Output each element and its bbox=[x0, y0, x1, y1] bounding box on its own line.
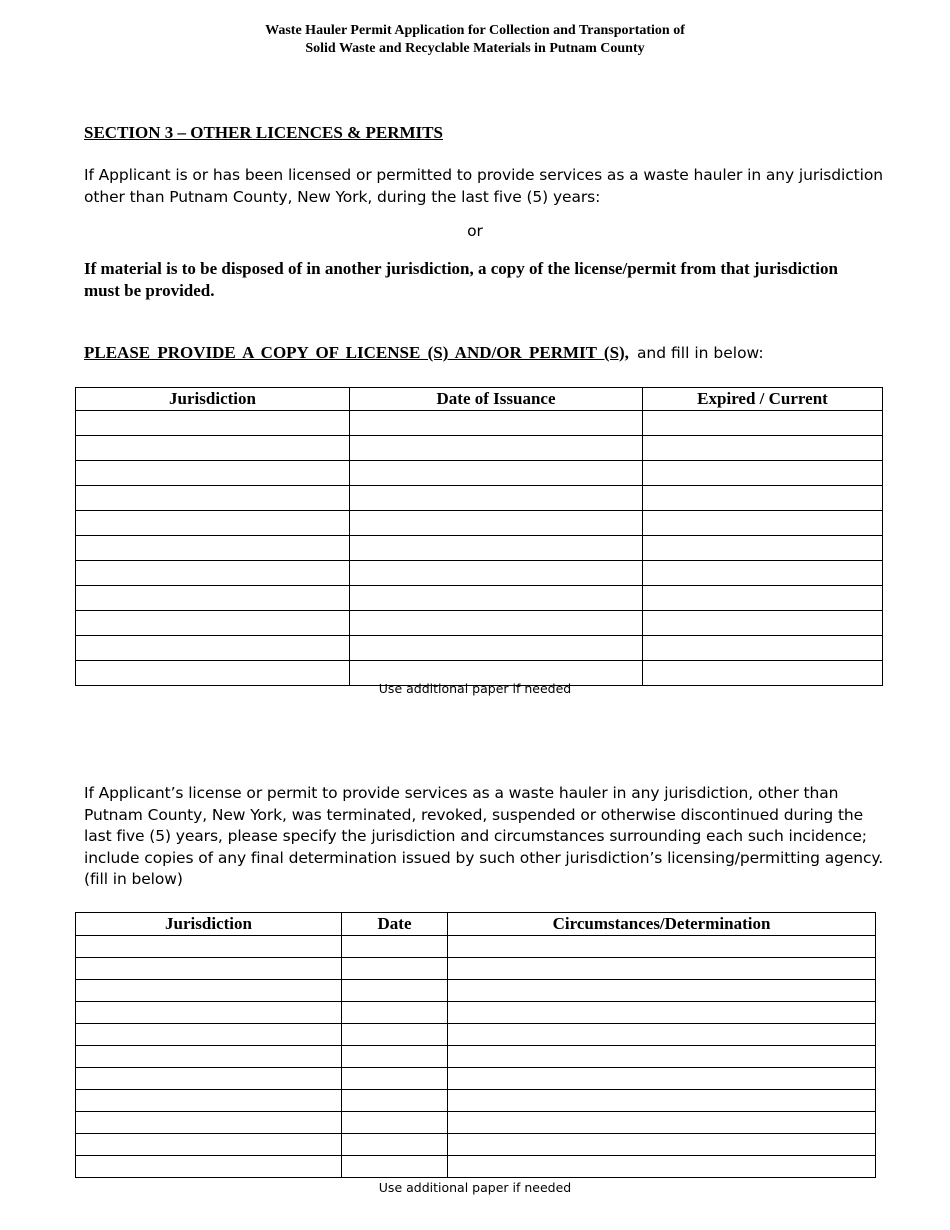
licenses-table-body bbox=[76, 411, 883, 686]
fill-in-cell[interactable] bbox=[76, 411, 350, 436]
additional-paper-note: Use additional paper if needed bbox=[378, 1180, 572, 1195]
fill-in-cell[interactable] bbox=[342, 1046, 448, 1068]
fill-in-cell[interactable] bbox=[448, 1024, 876, 1046]
table-row bbox=[76, 1046, 876, 1068]
fill-in-cell[interactable] bbox=[643, 536, 883, 561]
provide-instruction-strong: PLEASE PROVIDE A COPY OF LICENSE (S) AND/OR PERMIT (S), bbox=[84, 343, 629, 362]
table-row bbox=[76, 436, 883, 461]
table-row bbox=[76, 1068, 876, 1090]
fill-in-cell[interactable] bbox=[643, 436, 883, 461]
fill-in-cell[interactable] bbox=[448, 1068, 876, 1090]
fill-in-cell[interactable] bbox=[448, 1046, 876, 1068]
header-line-1: Waste Hauler Permit Application for Collection and Transportation of bbox=[265, 23, 685, 38]
fill-in-cell[interactable] bbox=[643, 411, 883, 436]
fill-in-cell[interactable] bbox=[643, 586, 883, 611]
termination-paragraph: If Applicant’s license or permit to provide services as a waste hauler in any jurisdiction, other than Putnam County, New York, was terminated, revoked, suspended or otherwise discontinued during the last five (5) years, please specify the jurisdiction and circumstances surrounding each such incidence; include copies of any final determination issued by such other jurisdiction’s licensing/permitting agency. (fill in below) bbox=[84, 784, 884, 888]
fill-in-cell[interactable] bbox=[76, 958, 342, 980]
fill-in-cell[interactable] bbox=[350, 586, 643, 611]
header-line-2: Solid Waste and Recyclable Materials in Putnam County bbox=[305, 41, 645, 56]
column-header-date: Date bbox=[342, 913, 448, 936]
fill-in-cell[interactable] bbox=[76, 1112, 342, 1134]
additional-paper-note: Use additional paper if needed bbox=[378, 681, 572, 696]
terminations-table-header-row bbox=[76, 913, 876, 936]
fill-in-cell[interactable] bbox=[342, 1112, 448, 1134]
table-row bbox=[76, 1156, 876, 1178]
table-row bbox=[76, 586, 883, 611]
fill-in-cell[interactable] bbox=[342, 1090, 448, 1112]
table-row bbox=[76, 1112, 876, 1134]
column-header-expired-current: Expired / Current bbox=[643, 388, 883, 411]
fill-in-cell[interactable] bbox=[342, 1134, 448, 1156]
provide-instruction bbox=[84, 343, 764, 363]
table-row bbox=[76, 1002, 876, 1024]
table-row bbox=[76, 1134, 876, 1156]
fill-in-cell[interactable] bbox=[342, 1024, 448, 1046]
fill-in-cell[interactable] bbox=[350, 636, 643, 661]
fill-in-cell[interactable] bbox=[448, 1156, 876, 1178]
fill-in-cell[interactable] bbox=[76, 636, 350, 661]
fill-in-cell[interactable] bbox=[643, 461, 883, 486]
fill-in-cell[interactable] bbox=[76, 1090, 342, 1112]
fill-in-cell[interactable] bbox=[448, 1134, 876, 1156]
fill-in-cell[interactable] bbox=[76, 1046, 342, 1068]
table-row bbox=[76, 1090, 876, 1112]
fill-in-cell[interactable] bbox=[350, 561, 643, 586]
fill-in-cell[interactable] bbox=[76, 586, 350, 611]
fill-in-cell[interactable] bbox=[342, 936, 448, 958]
fill-in-cell[interactable] bbox=[76, 536, 350, 561]
fill-in-cell[interactable] bbox=[643, 611, 883, 636]
table-row bbox=[76, 536, 883, 561]
fill-in-cell[interactable] bbox=[76, 461, 350, 486]
terminations-table-body bbox=[76, 936, 876, 1178]
fill-in-cell[interactable] bbox=[76, 561, 350, 586]
fill-in-cell[interactable] bbox=[350, 536, 643, 561]
column-header-circumstances: Circumstances/Determination bbox=[448, 913, 876, 936]
table-row bbox=[76, 561, 883, 586]
fill-in-cell[interactable] bbox=[350, 461, 643, 486]
table-row bbox=[76, 1024, 876, 1046]
table-row bbox=[76, 980, 876, 1002]
fill-in-cell[interactable] bbox=[643, 636, 883, 661]
table-row bbox=[76, 958, 876, 980]
fill-in-cell[interactable] bbox=[448, 1090, 876, 1112]
fill-in-cell[interactable] bbox=[342, 958, 448, 980]
fill-in-cell[interactable] bbox=[342, 1002, 448, 1024]
fill-in-cell[interactable] bbox=[643, 511, 883, 536]
column-header-date-of-issuance: Date of Issuance bbox=[350, 388, 643, 411]
table-row bbox=[76, 411, 883, 436]
fill-in-cell[interactable] bbox=[350, 611, 643, 636]
table-row bbox=[76, 461, 883, 486]
fill-in-cell[interactable] bbox=[76, 1156, 342, 1178]
fill-in-cell[interactable] bbox=[76, 511, 350, 536]
table-row bbox=[76, 511, 883, 536]
fill-in-cell[interactable] bbox=[76, 936, 342, 958]
fill-in-cell[interactable] bbox=[76, 436, 350, 461]
licenses-table bbox=[75, 387, 883, 686]
fill-in-cell[interactable] bbox=[350, 486, 643, 511]
table-row bbox=[76, 936, 876, 958]
or-separator: or bbox=[467, 222, 483, 240]
document-header bbox=[0, 22, 950, 58]
fill-in-cell[interactable] bbox=[448, 1112, 876, 1134]
fill-in-cell[interactable] bbox=[342, 1156, 448, 1178]
fill-in-cell[interactable] bbox=[76, 1068, 342, 1090]
table-row bbox=[76, 486, 883, 511]
fill-in-cell[interactable] bbox=[76, 611, 350, 636]
fill-in-cell[interactable] bbox=[448, 980, 876, 1002]
table-row bbox=[76, 611, 883, 636]
fill-in-cell[interactable] bbox=[350, 511, 643, 536]
section-title: SECTION 3 – OTHER LICENCES & PERMITS bbox=[84, 123, 443, 142]
fill-in-cell[interactable] bbox=[643, 561, 883, 586]
fill-in-cell[interactable] bbox=[643, 486, 883, 511]
fill-in-cell[interactable] bbox=[448, 1002, 876, 1024]
fill-in-cell[interactable] bbox=[76, 486, 350, 511]
disposal-note: If material is to be disposed of in another jurisdiction, a copy of the license/permit from that jurisdiction must be provided. bbox=[84, 259, 838, 300]
table-row bbox=[76, 636, 883, 661]
column-header-jurisdiction: Jurisdiction bbox=[76, 913, 342, 936]
fill-in-cell[interactable] bbox=[448, 936, 876, 958]
fill-in-cell[interactable] bbox=[76, 1134, 342, 1156]
fill-in-cell[interactable] bbox=[350, 411, 643, 436]
fill-in-cell[interactable] bbox=[350, 436, 643, 461]
terminations-table bbox=[75, 912, 876, 1178]
fill-in-cell[interactable] bbox=[76, 1002, 342, 1024]
intro-paragraph: If Applicant is or has been licensed or permitted to provide services as a waste hauler in any jurisdiction other than Putnam County, New York, during the last five (5) years: bbox=[84, 166, 883, 206]
fill-in-cell[interactable] bbox=[342, 980, 448, 1002]
fill-in-cell[interactable] bbox=[448, 958, 876, 980]
fill-in-cell[interactable] bbox=[76, 980, 342, 1002]
column-header-jurisdiction: Jurisdiction bbox=[76, 388, 350, 411]
licenses-table-header-row bbox=[76, 388, 883, 411]
fill-in-cell[interactable] bbox=[342, 1068, 448, 1090]
provide-instruction-rest: and fill in below: bbox=[636, 344, 764, 362]
fill-in-cell[interactable] bbox=[76, 1024, 342, 1046]
